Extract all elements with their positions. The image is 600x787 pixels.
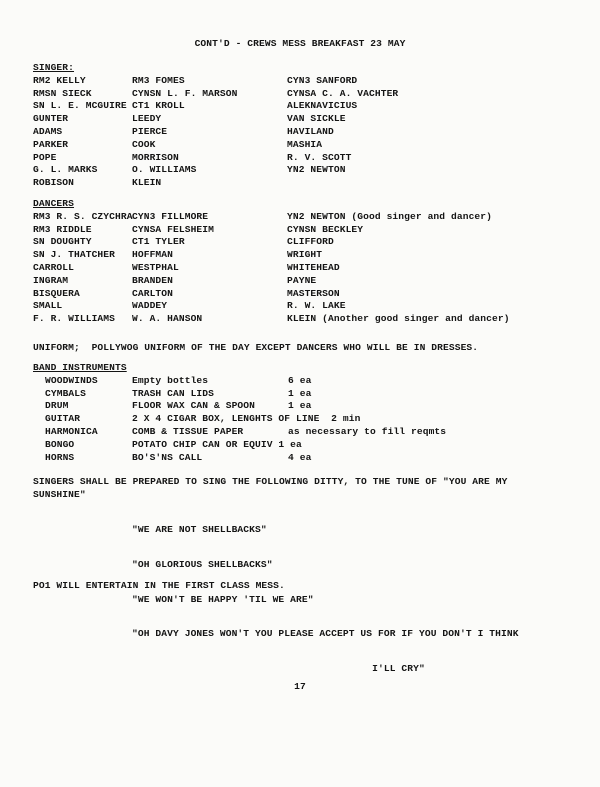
- dancer-row-col2: CYN3 FILLMORE: [132, 210, 209, 222]
- ditty-line: "WE WON'T BE HAPPY 'TIL WE ARE": [132, 593, 314, 605]
- instrument-row-col2: BO'S'NS CALL: [132, 451, 203, 463]
- instrument-row-col2: Empty bottles: [132, 374, 209, 386]
- dancer-row: [33, 236, 573, 249]
- ditty-line: "OH DAVY JONES WON'T YOU PLEASE ACCEPT US FOR IF YOU DON'T I THINK: [132, 628, 519, 640]
- instrument-row-col1: GUITAR: [45, 413, 81, 425]
- singer-row-col1: RMSN SIECK: [33, 87, 92, 99]
- singer-row-col1: ADAMS: [33, 125, 63, 137]
- singer-row: [33, 126, 573, 139]
- instrument-row-col2: COMB & TISSUE PAPER: [132, 425, 244, 437]
- dancer-row-col2: BRANDEN: [132, 274, 174, 286]
- singer-row-col1: GUNTER: [33, 113, 69, 125]
- dancer-row: [33, 249, 573, 262]
- singer-row-col2: MORRISON: [132, 151, 179, 163]
- singer-row-col3: MASHIA: [287, 138, 323, 150]
- instrument-row: [33, 400, 573, 413]
- singer-row-col1: RM2 KELLY: [33, 74, 86, 86]
- dancer-row: [33, 288, 573, 301]
- dancer-row: [33, 275, 573, 288]
- instrument-row-col3: as necessary to fill reqmts: [288, 425, 447, 437]
- instrument-row-col3: 1 ea: [288, 387, 312, 399]
- instrument-row-col1: HARMONICA: [45, 425, 98, 437]
- instrument-row: [33, 439, 573, 452]
- singer-row-col2: O. WILLIAMS: [132, 164, 197, 176]
- singer-row: [33, 177, 573, 190]
- dancer-row-col3: WRIGHT: [287, 249, 323, 261]
- closing-line: PO1 WILL ENTERTAIN IN THE FIRST CLASS MESS.: [33, 580, 285, 591]
- singer-row: [33, 100, 573, 113]
- instrument-row-col3: 6 ea: [288, 374, 312, 386]
- ditty-intro-line1: SINGERS SHALL BE PREPARED TO SING THE FOLLOWING DITTY, TO THE TUNE OF "YOU ARE MY: [33, 476, 508, 487]
- singer-row: [33, 152, 573, 165]
- dancers-section: [33, 198, 573, 326]
- singer-row-col3: CYNSA C. A. VACHTER: [287, 87, 399, 99]
- singer-row-col1: SN L. E. MCGUIRE: [33, 100, 127, 112]
- ditty-intro-line2: SUNSHINE": [33, 489, 86, 500]
- dancer-row-col1: CARROLL: [33, 261, 75, 273]
- singer-row-col2: COOK: [132, 138, 156, 150]
- dancer-row-col3: KLEIN (Another good singer and dancer): [287, 313, 510, 325]
- instrument-row: [33, 388, 573, 401]
- dancer-row-col2: CT1 TYLER: [132, 236, 185, 248]
- ditty-line: "WE ARE NOT SHELLBACKS": [132, 524, 267, 535]
- dancer-row-col3: MASTERSON: [287, 287, 340, 299]
- singer-row-col1: ROBISON: [33, 177, 75, 189]
- singer-row: [33, 139, 573, 152]
- singer-row: [33, 88, 573, 101]
- instrument-row-col3: 1 ea: [288, 400, 312, 412]
- dancer-row: [33, 224, 573, 237]
- dancer-row-col3: WHITEHEAD: [287, 261, 340, 273]
- singer-row: [33, 75, 573, 88]
- singer-row-col1: PARKER: [33, 138, 69, 150]
- dancer-row-col2: HOFFMAN: [132, 249, 174, 261]
- singer-row-col2: CT1 KROLL: [132, 100, 185, 112]
- instrument-row-col1: DRUM: [45, 400, 69, 412]
- dancer-row-col1: F. R. WILLIAMS: [33, 313, 116, 325]
- singer-row-col2: RM3 FOMES: [132, 74, 185, 86]
- singer-row-col2: PIERCE: [132, 125, 168, 137]
- instrument-row-col2: POTATO CHIP CAN OR EQUIV 1 ea: [132, 438, 302, 450]
- singer-row-col3: ALEKNAVICIUS: [287, 100, 358, 112]
- dancer-row: [33, 262, 573, 275]
- singer-row-col2: LEEDY: [132, 113, 162, 125]
- ditty-line: "OH GLORIOUS SHELLBACKS": [132, 558, 273, 570]
- instrument-row-col2: TRASH CAN LIDS: [132, 387, 215, 399]
- dancer-row: [33, 211, 573, 224]
- page-number: 17: [294, 681, 306, 692]
- instrument-row-col1: BONGO: [45, 438, 75, 450]
- singer-row-col3: R. V. SCOTT: [287, 151, 352, 163]
- instrument-row: [33, 375, 573, 388]
- singer-row: [33, 113, 573, 126]
- dancer-row-col1: RM3 RIDDLE: [33, 223, 92, 235]
- dancer-row-col1: SN J. THATCHER: [33, 249, 116, 261]
- dancer-row-col1: RM3 R. S. CZYCHRA: [33, 210, 133, 222]
- dancer-row-col3: CYNSN BECKLEY: [287, 223, 364, 235]
- dancers-header: DANCERS: [33, 198, 75, 209]
- dancer-row: [33, 300, 573, 313]
- singer-row-col1: POPE: [33, 151, 57, 163]
- dancer-row-col2: W. A. HANSON: [132, 313, 203, 325]
- dancer-row-col3: PAYNE: [287, 274, 317, 286]
- instrument-row-col1: WOODWINDS: [45, 374, 98, 386]
- singer-row-col2: CYNSN L. F. MARSON: [132, 87, 238, 99]
- singer-row-col2: KLEIN: [132, 177, 162, 189]
- dancer-row-col3: R. W. LAKE: [287, 300, 346, 312]
- instrument-row-col1: HORNS: [45, 451, 75, 463]
- dancer-row-col1: INGRAM: [33, 274, 69, 286]
- ditty-lyrics: [132, 502, 519, 687]
- dancer-row-col2: WESTPHAL: [132, 261, 179, 273]
- instrument-row: [33, 413, 573, 426]
- singer-row-col3: YN2 NEWTON: [287, 164, 346, 176]
- dancer-row-col1: BISQUERA: [33, 287, 80, 299]
- singers-section: [33, 62, 573, 190]
- dancer-row-col2: CYNSA FELSHEIM: [132, 223, 215, 235]
- instrument-row: [33, 426, 573, 439]
- singer-row: [33, 164, 573, 177]
- instrument-row-col2: 2 X 4 CIGAR BOX, LENGHTS OF LINE 2 min: [132, 413, 361, 425]
- dancer-row-col3: YN2 NEWTON (Good singer and dancer): [287, 210, 493, 222]
- dancer-row-col2: WADDEY: [132, 300, 168, 312]
- dancer-row-col3: CLIFFORD: [287, 236, 334, 248]
- instrument-row-col2: FLOOR WAX CAN & SPOON: [132, 400, 256, 412]
- singers-header: SINGER:: [33, 62, 75, 73]
- instrument-row-col3: 4 ea: [288, 451, 312, 463]
- instrument-row: [33, 452, 573, 465]
- instrument-row-col1: CYMBALS: [45, 387, 87, 399]
- band-section: [33, 362, 573, 464]
- singer-row-col3: CYN3 SANFORD: [287, 74, 358, 86]
- uniform-line: UNIFORM; POLLYWOG UNIFORM OF THE DAY EXCEPT DANCERS WHO WILL BE IN DRESSES.: [33, 342, 479, 353]
- band-header: BAND INSTRUMENTS: [33, 362, 127, 373]
- page-title: CONT'D - CREWS MESS BREAKFAST 23 MAY: [194, 38, 406, 49]
- singer-row-col1: G. L. MARKS: [33, 164, 98, 176]
- dancer-row-col2: CARLTON: [132, 287, 174, 299]
- dancer-row-col1: SMALL: [33, 300, 63, 312]
- ditty-line: I'LL CRY": [132, 663, 425, 675]
- singer-row-col3: HAVILAND: [287, 125, 334, 137]
- dancer-row: [33, 313, 573, 326]
- dancer-row-col1: SN DOUGHTY: [33, 236, 92, 248]
- singer-row-col3: VAN SICKLE: [287, 113, 346, 125]
